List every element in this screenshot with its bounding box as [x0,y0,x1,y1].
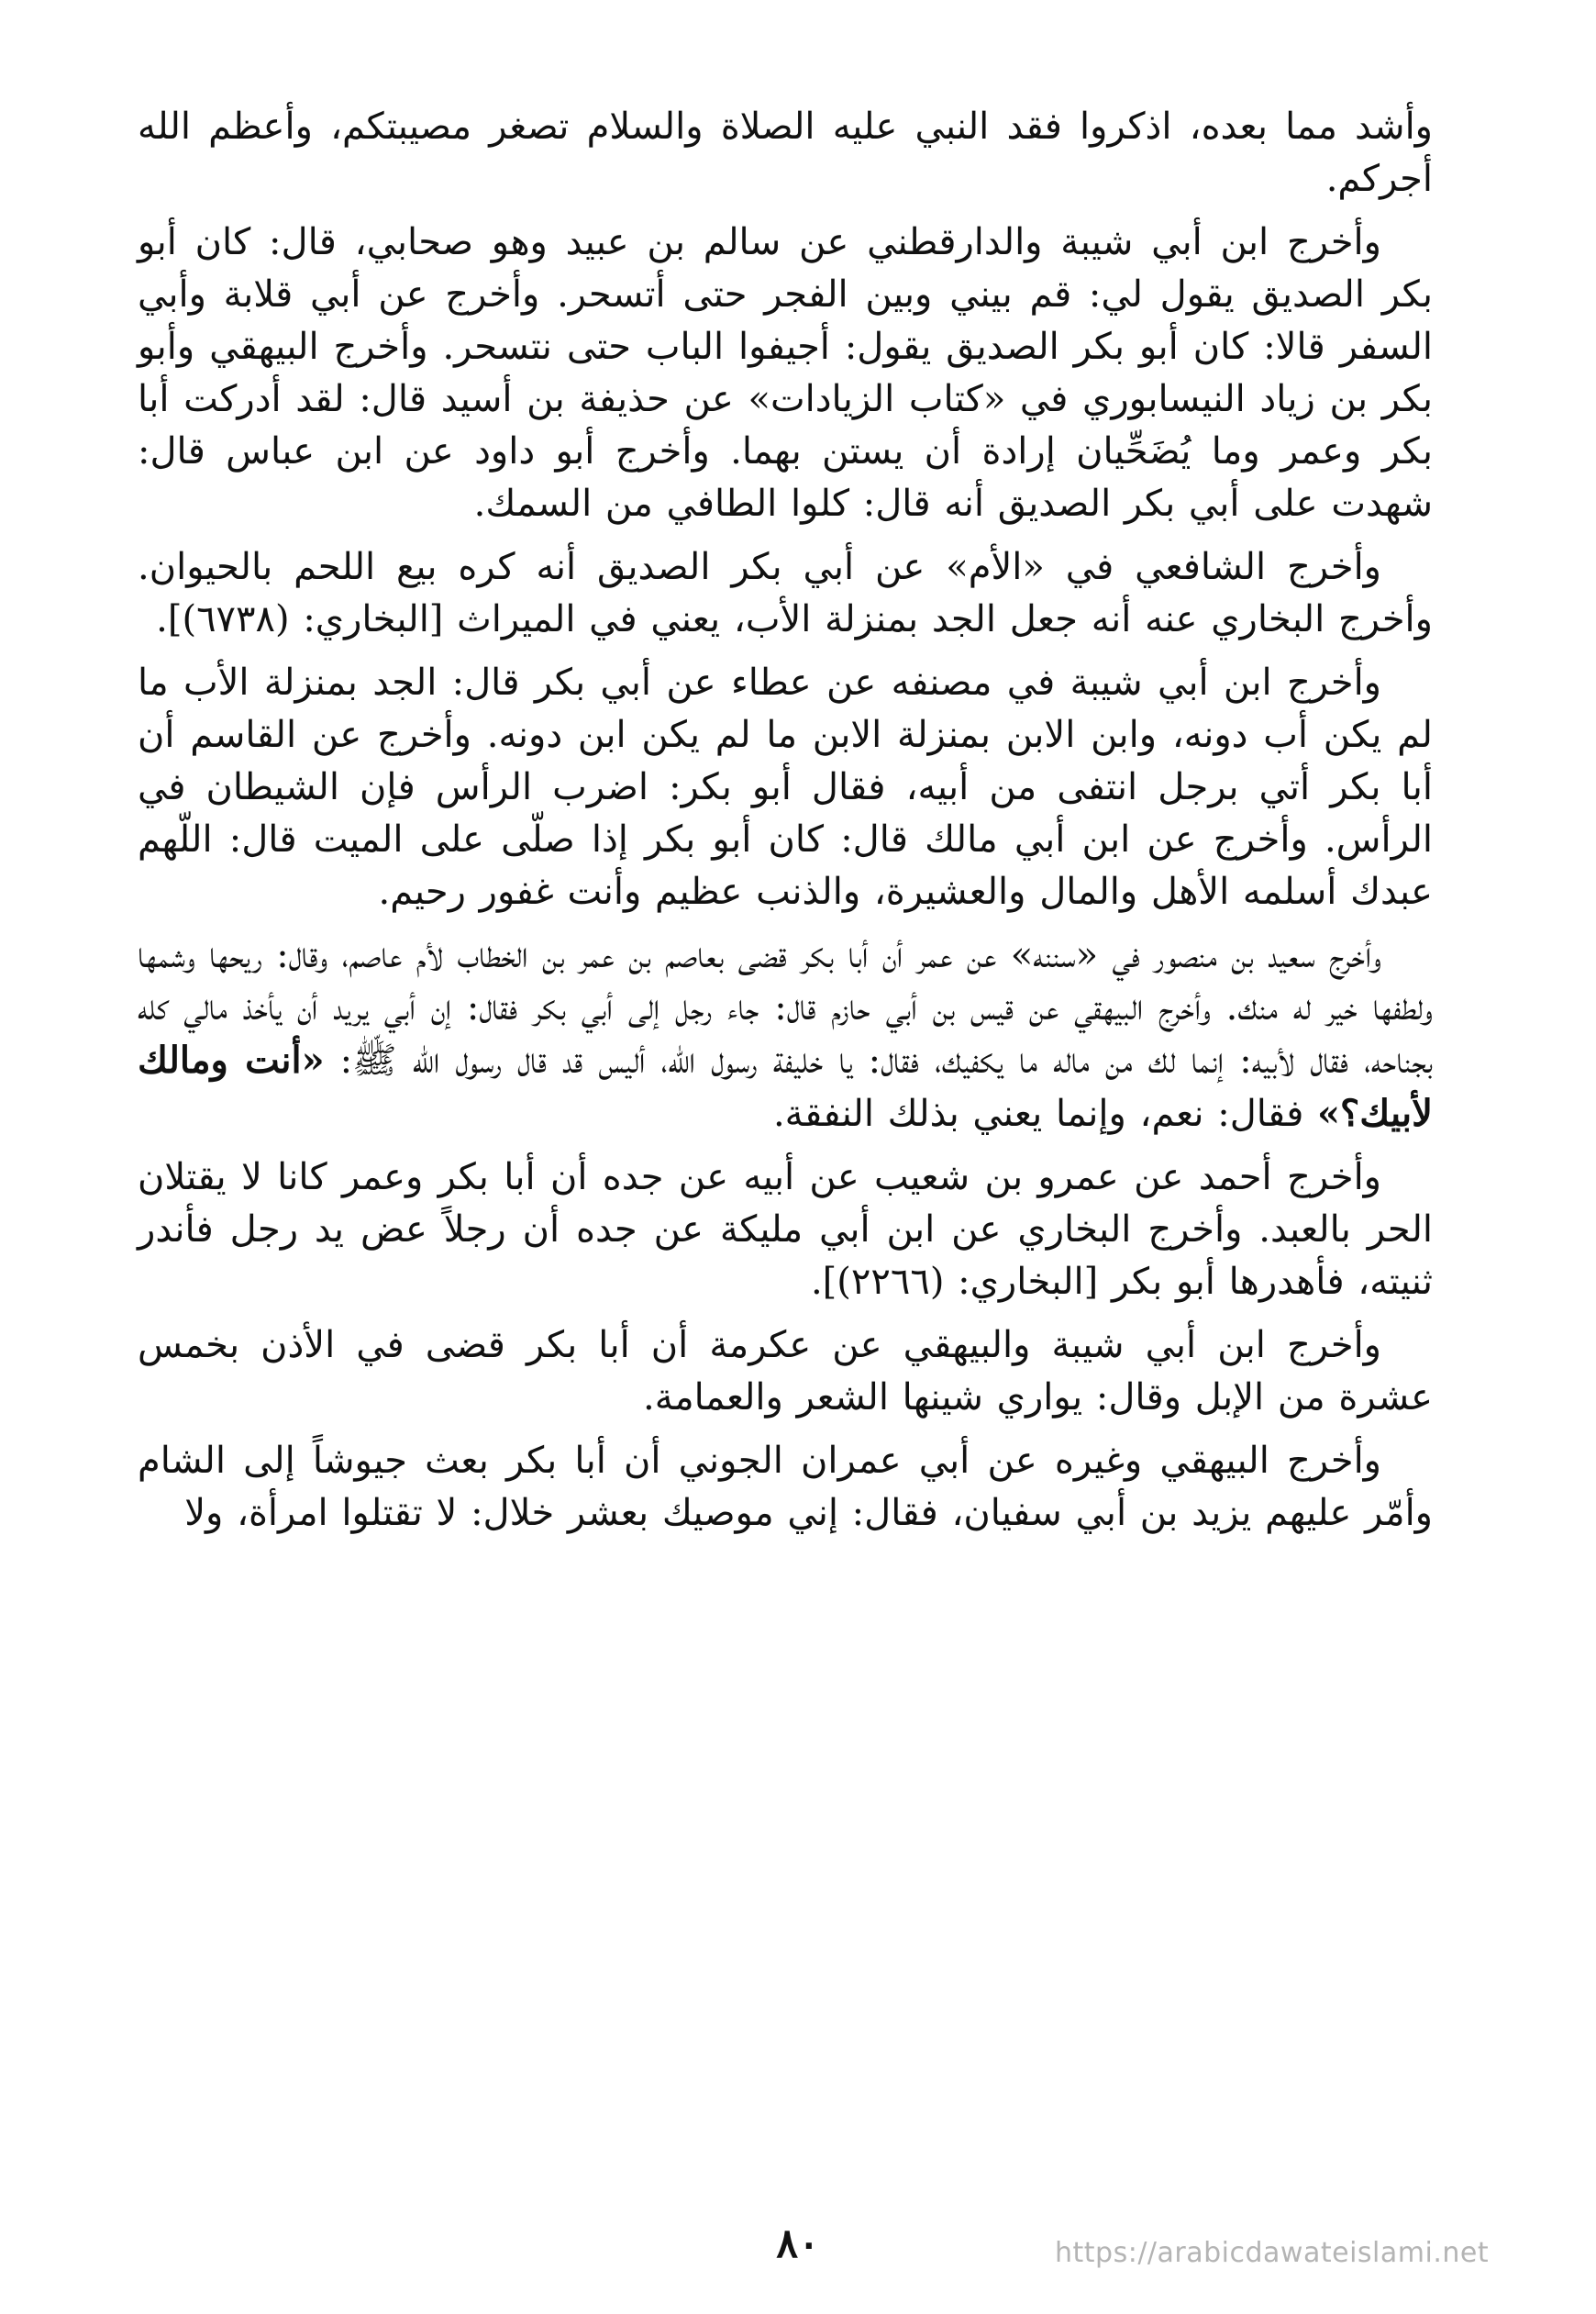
paragraph-4: وأخرج ابن أبي شيبة في مصنفه عن عطاء عن أبي بكر قال: الجد بمنزلة الأب ما لم يكن أب دونه، وابن الابن بمنزلة الابن ما لم يكن ابن دونه. وأخرج عن القاسم أن أبا بكر أتي برجل انتفى من أبيه، فقال أبو بكر: اضرب الرأس فإن الشيطان في الرأس. وأخرج عن ابن أبي مالك قال: كان أبو بكر إذا صلّى على الميت قال: اللّهم عبدك أسلمه الأهل والمال والعشيرة، والذنب عظيم وأنت غفور رحيم. [138,662,1433,913]
paragraph-6: وأخرج أحمد عن عمرو بن شعيب عن أبيه عن جده أن أبا بكر وعمر كانا لا يقتلان الحر بالعبد. وأخرج البخاري عن ابن أبي مليكة عن جده أن رجلاً عض يد رجل فأندر ثنيته، فأهدرها أبو بكر [البخاري: (٢٢٦٦)]. [138,1156,1434,1303]
paragraph-7: وأخرج ابن أبي شيبة والبيهقي عن عكرمة أن أبا بكر قضى في الأذن بخمس عشرة من الإبل وقال: يواري شينها الشعر والعمامة. [138,1324,1433,1418]
hadith-quote: «أنت ومالك لأبيك؟» [138,1039,1433,1135]
paragraph-1: وأشد مما بعده، اذكروا فقد النبي عليه الصلاة والسلام تصغر مصيبتكم، وأعظم الله أجركم. [138,106,1433,200]
paragraph-3: وأخرج الشافعي في «الأم» عن أبي بكر الصديق أنه كره بيع اللحم بالحيوان. وأخرج البخاري عنه أنه جعل الجد بمنزلة الأب، يعني في الميراث [البخاري: (٦٧٣٨)]. [138,546,1433,640]
paragraph-5-text: وأخرج سعيد بن منصور في «سننه» عن عمر أن أبا بكر قضى بعاصم بن عمر بن الخطاب لأم عاصم، وقال: ريحها وشمها ولطفها خير له منك. وأخرج البيهقي عن قيس بن أبي حازم قال: جاء رجل إلى أبي بكر فقال: إن أبي يريد أن يأخذ مالي كله بجناحه، فقال لأبيه: إنما لك من ماله ما يكفيك، فقال: يا خليفة رسول الله، أليس قد قال رسول الله ﷺ: [138,934,1434,1082]
paragraph-5-end: فقال: نعم، وإنما يعني بذلك النفقة. [772,1093,1304,1135]
page-number: ٨٠ [776,2220,820,2267]
paragraph-8: وأخرج البيهقي وغيره عن أبي عمران الجوني أن أبا بكر بعث جيوشاً إلى الشام وأمّر عليهم يزيد بن أبي سفيان، فقال: إني موصيك بعشر خلال: لا تقتلوا امرأة، ولا [138,1440,1433,1534]
document-page [138,101,1433,2211]
watermark-url: https://arabicdawateislami.net [1055,2237,1490,2269]
paragraph-5 [138,929,1433,1140]
paragraph-2: وأخرج ابن أبي شيبة والدارقطني عن سالم بن عبيد وهو صحابي، قال: كان أبو بكر الصديق يقول لي: قم بيني وبين الفجر حتى أتسحر. وأخرج عن أبي قلابة وأبي السفر قالا: كان أبو بكر الصديق يقول: أجيفوا الباب حتى نتسحر. وأخرج البيهقي وأبو بكر بن زياد النيسابوري في «كتاب الزيادات» عن حذيفة بن أسيد قال: لقد أدركت أبا بكر وعمر وما يُضَحِّيان إرادة أن يستن بهما. وأخرج أبو داود عن ابن عباس قال: شهدت على أبي بكر الصديق أنه قال: كلوا الطافي من السمك. [138,221,1433,525]
